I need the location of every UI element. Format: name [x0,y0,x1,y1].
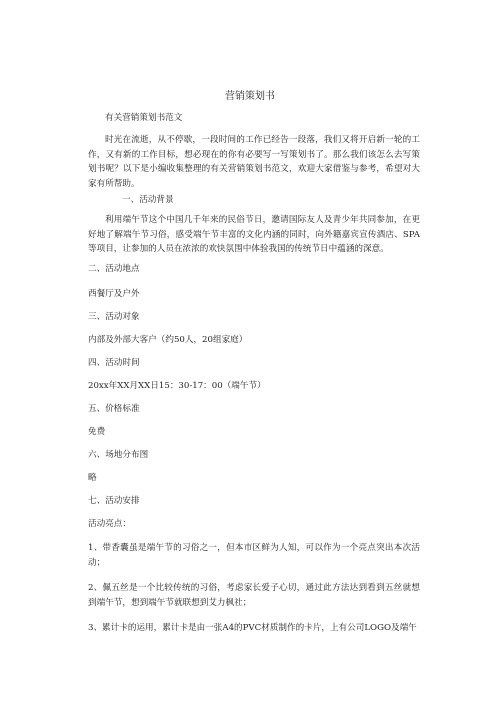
section-body-map: 略 [88,473,97,483]
highlight-item-2: 2、佩五丝是一个比较传统的习俗，考虑家长爱子心切，通过此方法达到看到五丝就想到端午节，想到端午节就联想到艾力枫社； [88,583,420,608]
section-body-audience: 内部及外部大客户（约50人，20组家庭） [88,335,248,345]
section-heading-time: 四、活动时间 [88,358,140,368]
section-body-background: 利用端午节这个中国几千年来的民俗节日，邀请国际友人及青少年共同参加，在更好地了解端午节习俗，感受端午节丰富的文化内涵的同时，向外籍嘉宾宣传酒店、SPA等项目，让参加的人员在浓浓的欢快氛围中体验我国的传统节日中蕴涵的深意。 [88,215,420,255]
section-heading-background: 一、活动背景 [122,195,174,205]
section-body-schedule: 活动亮点： [88,519,131,529]
section-body-location: 西餐厅及户外 [88,289,140,299]
intro-paragraph: 时光在流逝，从不停歇，一段时间的工作已经告一段落，我们又将开启新一轮的工作，又有新的工作目标，想必现在的你有必要写一写策划书了。那么我们该怎么去写策划书呢？以下是小编收集整理的有关营销策划书范文，欢迎大家借鉴与参考，希望对大家有所帮助。 [88,135,420,189]
document-title: 营销策划书 [225,91,275,102]
highlight-item-3: 3、累计卡的运用，累计卡是由一张A4的PVC材质制作的卡片，上有公司LOGO及端午 [88,623,417,633]
document-subtitle: 有关营销策划书范文 [105,113,183,123]
section-heading-audience: 三、活动对象 [88,312,140,322]
section-heading-schedule: 七、活动安排 [88,496,140,506]
highlight-item-1: 1、带香囊虽是端午节的习俗之一，但本市区鲜为人知，可以作为一个亮点突出本次活动； [88,543,420,568]
section-heading-location: 二、活动地点 [88,264,140,274]
section-body-time: 20xx年XX月XX日15：30-17：00（端午节） [88,381,266,391]
section-heading-map: 六、场地分布图 [88,450,149,460]
section-heading-price: 五、价格标准 [88,404,140,414]
section-body-price: 免费 [88,427,106,437]
